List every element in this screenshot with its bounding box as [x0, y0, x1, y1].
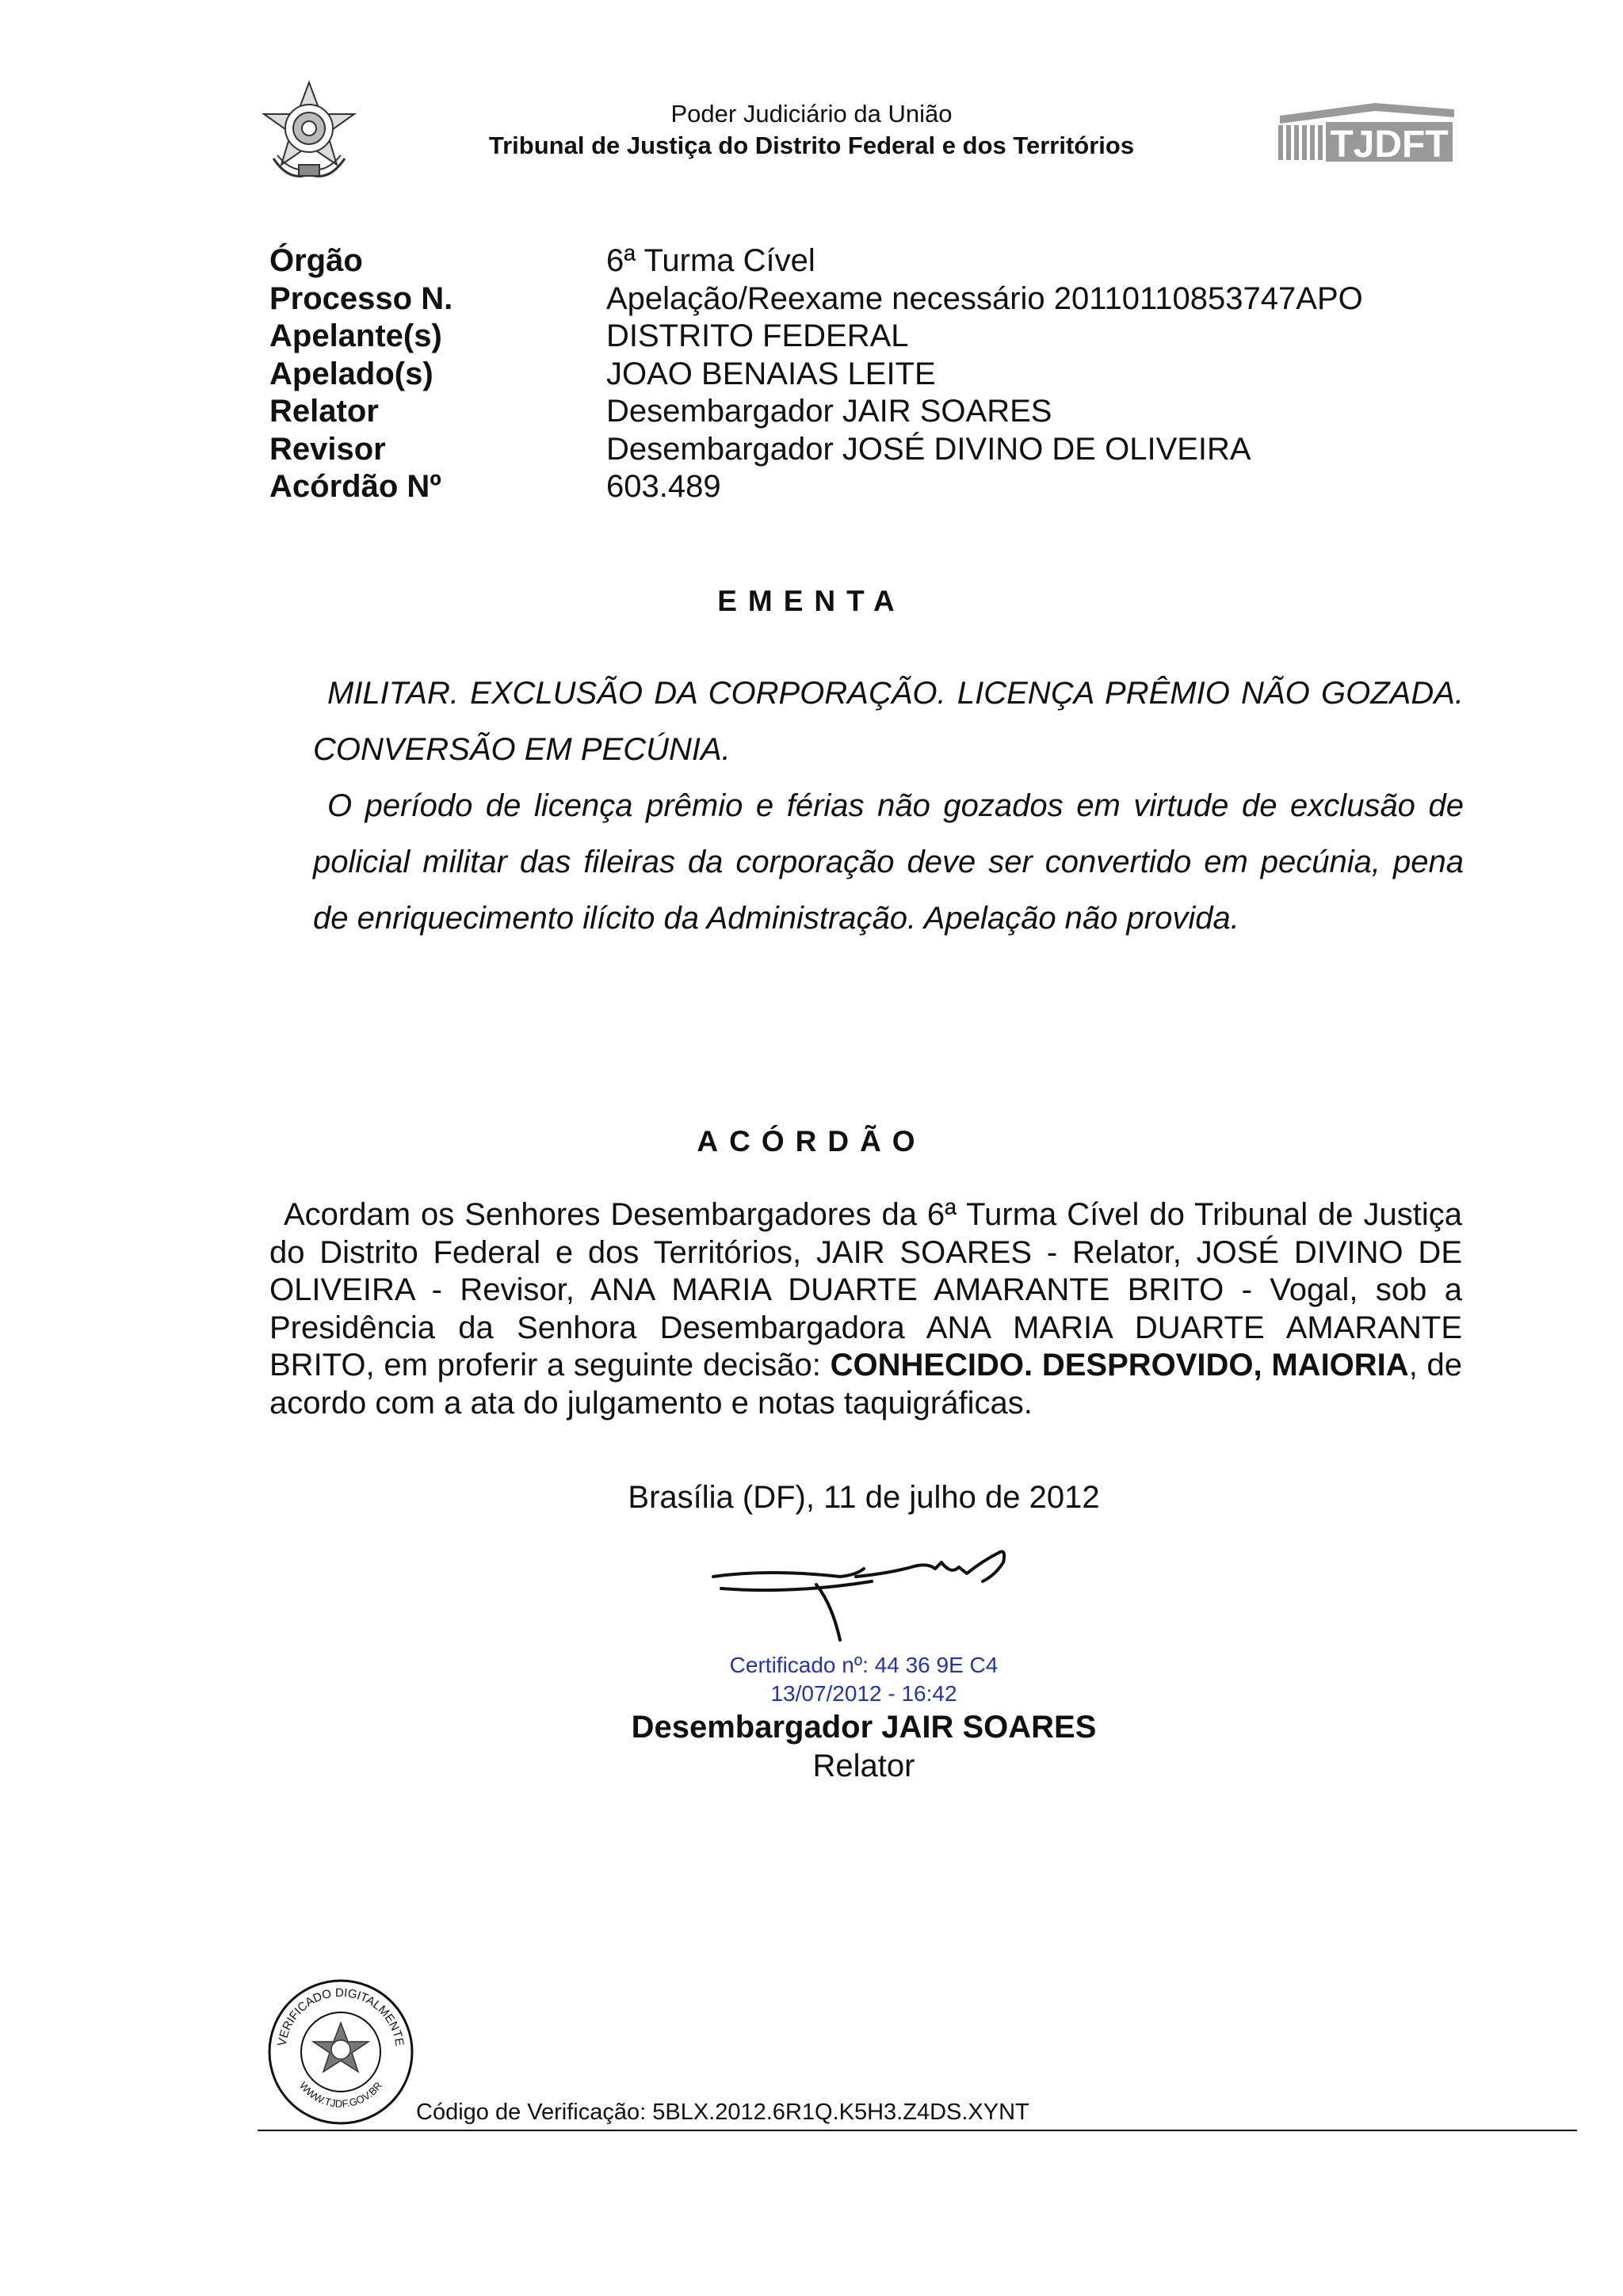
place-date: Brasília (DF), 11 de julho de 2012 — [628, 1480, 1100, 1515]
case-info-value: 603.489 — [606, 469, 721, 504]
signer-name: Desembargador JAIR SOARES — [631, 1710, 1097, 1745]
handwritten-signature — [697, 1545, 1046, 1648]
case-info-row — [269, 280, 1363, 318]
case-info-value: Apelação/Reexame necessário 20110110853747APO — [606, 280, 1363, 316]
case-info-row — [269, 318, 1363, 356]
case-info — [269, 242, 1363, 506]
case-info-row — [269, 468, 1363, 506]
header-court-name: Tribunal de Justiça do Distrito Federal e dos Territórios — [488, 132, 1135, 159]
case-info-label: Órgão — [269, 243, 363, 278]
case-info-label: Acórdão Nº — [269, 469, 441, 504]
case-info-label: Apelante(s) — [269, 318, 442, 353]
ementa-body — [313, 666, 1464, 947]
acordao-decision: CONHECIDO. DESPROVIDO, MAIORIA — [830, 1348, 1409, 1383]
page-header — [0, 79, 1623, 182]
signer-role: Relator — [812, 1749, 915, 1783]
ementa-headnote: MILITAR. EXCLUSÃO DA CORPORAÇÃO. LICENÇA PRÊMIO NÃO GOZADA. CONVERSÃO EM PECÚNIA. — [313, 676, 1464, 767]
case-info-value: Desembargador JAIR SOARES — [606, 394, 1052, 429]
tjdft-logo — [1272, 101, 1462, 162]
footer-divider — [258, 2130, 1577, 2131]
ementa-title: EMENTA — [717, 585, 906, 617]
svg-text:TJDFT: TJDFT — [1330, 124, 1449, 162]
certificate-number: Certificado nº: 44 36 9E C4 — [729, 1653, 999, 1677]
certificate-datetime: 13/07/2012 - 16:42 — [770, 1681, 957, 1706]
digital-certificate — [0, 1651, 1623, 1708]
svg-text:WWW.TJDF.GOV.BR: WWW.TJDF.GOV.BR — [296, 2079, 385, 2110]
case-info-row — [269, 356, 1363, 394]
acordao-body — [269, 1196, 1462, 1422]
case-info-label: Apelado(s) — [269, 356, 433, 391]
case-info-value: DISTRITO FEDERAL — [606, 318, 909, 353]
case-info-value: JOAO BENAIAS LEITE — [606, 356, 936, 391]
case-info-label: Revisor — [269, 431, 386, 467]
case-info-row — [269, 393, 1363, 431]
acordao-text-before: Acordam os Senhores Desembargadores da 6ª Turma Cível do Tribunal de Justiça do Distrito Federal e dos Territórios, JAIR SOARES - Relator, JOSÉ DIVINO DE OLIVEIRA - Revisor, ANA MARIA DUARTE AMARANTE BRITO - Vogal, sob a Presidência da Senhora Desembargadora ANA MARIA DUARTE AMARANTE BRITO, em proferir a seguinte decisão: — [269, 1197, 1462, 1383]
case-info-label: Relator — [269, 394, 379, 429]
ementa-summary: O período de licença prêmio e férias não gozados em virtude de exclusão de policial militar das fileiras da corporação deve ser convertido em pecúnia, pena de enriquecimento ilícito da Administração. Apelação não provida. — [313, 788, 1464, 936]
header-institution: Poder Judiciário da União — [670, 100, 953, 128]
case-info-value: Desembargador JOSÉ DIVINO DE OLIVEIRA — [606, 431, 1251, 467]
verification-code: Código de Verificação: 5BLX.2012.6R1Q.K5H3.Z4DS.XYNT — [416, 2100, 1029, 2125]
case-info-row — [269, 242, 1363, 280]
digital-verification-stamp-icon — [265, 1977, 416, 2127]
acordao-text-after: , de acordo com a ata do julgamento e notas taquigráficas. — [269, 1348, 1462, 1421]
case-info-label: Processo N. — [269, 280, 453, 316]
case-info-value: 6ª Turma Cível — [606, 243, 815, 278]
svg-text:VERIFICADO DIGITALMENTE: VERIFICADO DIGITALMENTE — [275, 1985, 407, 2047]
acordao-title: ACÓRDÃO — [697, 1125, 926, 1158]
case-info-row — [269, 431, 1363, 469]
